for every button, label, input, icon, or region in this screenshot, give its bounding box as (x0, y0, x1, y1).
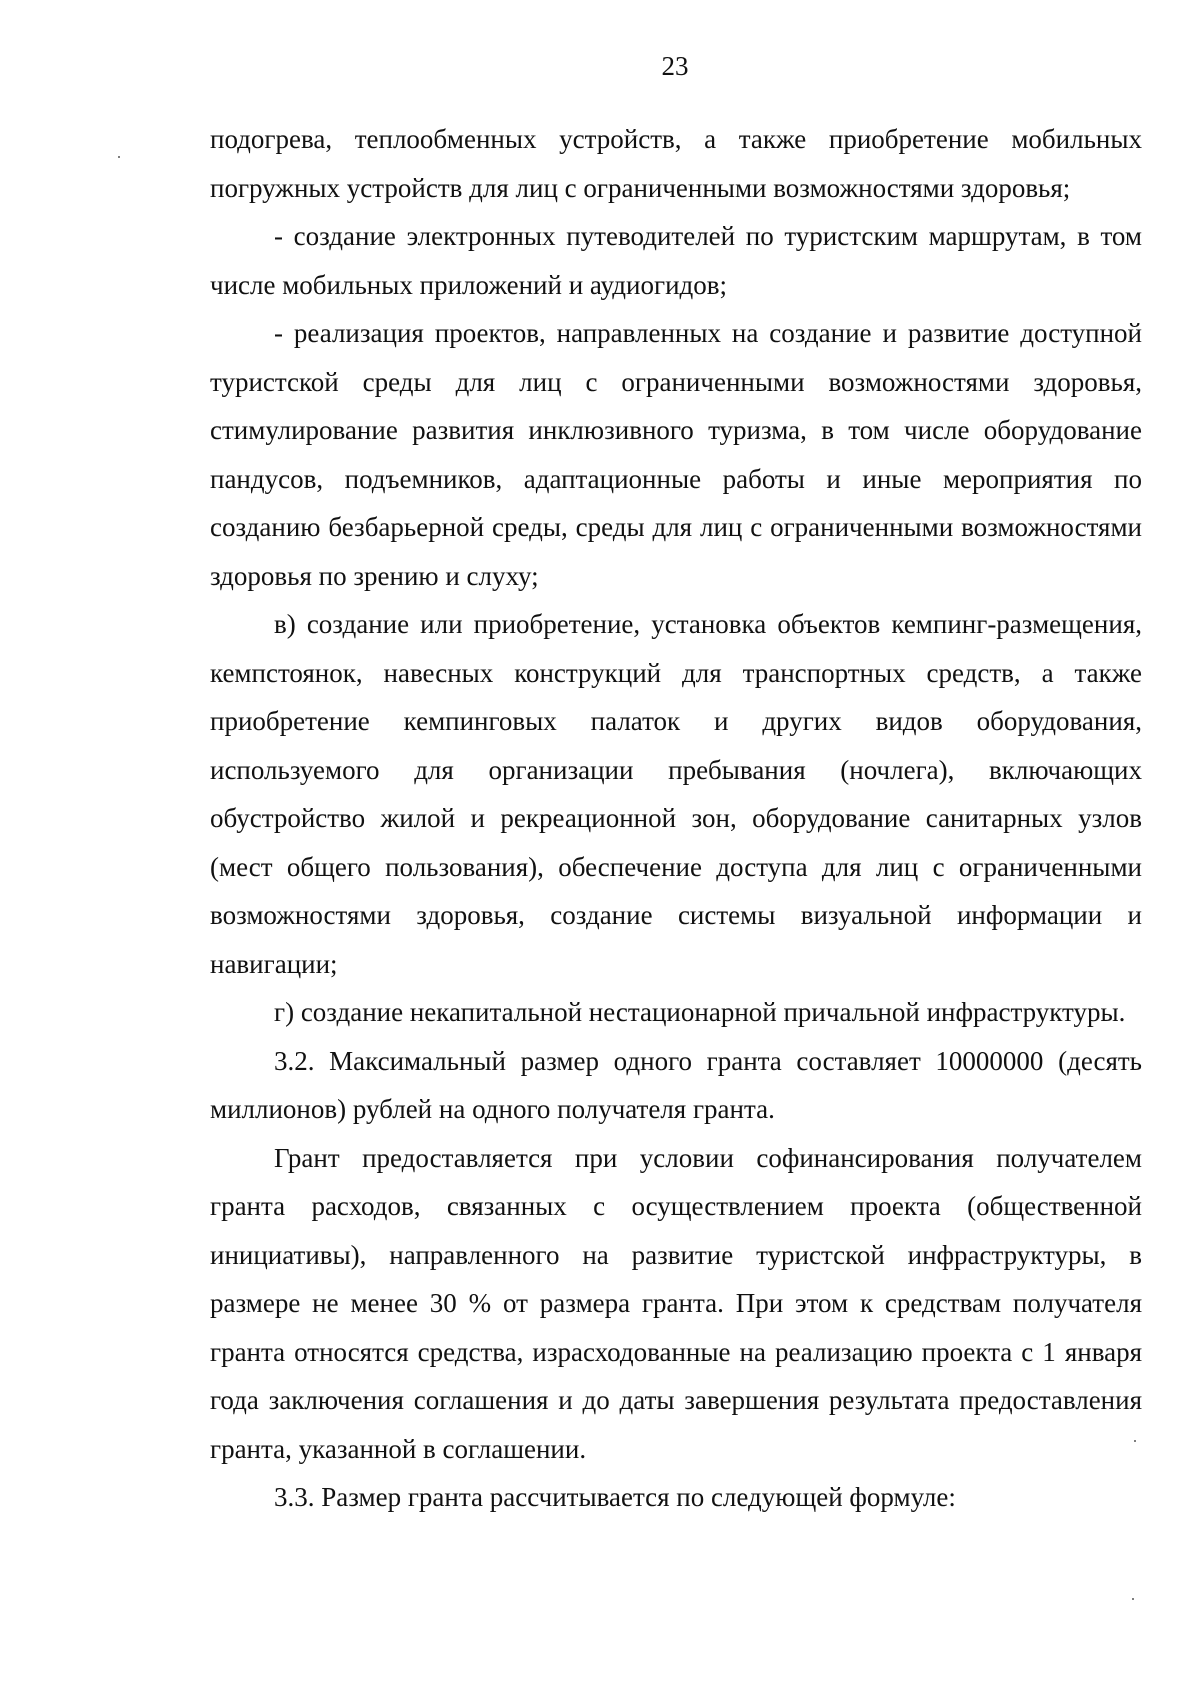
paragraph-mooring-infrastructure: г) создание некапитальной нестационарной причальной инфраструктуры. (274, 997, 1126, 1027)
paragraph-accessible-environment: - реализация проектов, направленных на создание и развитие доступной туристской среды для лиц с ограниченными возможностями здоровья, стимулирование развития инклюзивного туризма, в том числе оборудование пандусов, подъемников, адаптационные работы и иные мероприятия по созданию безбарьерной среды, среды для лиц с ограниченными возможностями здоровья по зрению и слуху; (210, 318, 1142, 591)
paragraph-grant-formula: 3.3. Размер гранта рассчитывается по следующей формуле: (274, 1482, 956, 1512)
paragraph-electronic-guides: - создание электронных путеводителей по туристским маршрутам, в том числе мобильных приложений и аудиогидов; (210, 221, 1142, 300)
page-number: 23 (661, 51, 689, 81)
paragraph-heating-devices: подогрева, теплообменных устройств, а также приобретение мобильных погружных устройств для лиц с ограниченными возможностями здоровья; (210, 124, 1142, 203)
paragraph-camping-facilities: в) создание или приобретение, установка объектов кемпинг-размещения, кемпстоянок, навесных конструкций для транспортных средств, а также приобретение кемпинговых палаток и других видов оборудования, используемого для организации пребывания (ночлега), включающих обустройство жилой и рекреационной зон, оборудование санитарных узлов (мест общего пользования), обеспечение доступа для лиц с ограниченными возможностями здоровья, создание системы визуальной информации и навигации; (210, 609, 1142, 979)
scan-speck (1134, 1440, 1136, 1442)
paragraph-max-grant-size: 3.2. Максимальный размер одного гранта составляет 10000000 (десять миллионов) рублей на одного получателя гранта. (210, 1045, 1142, 1124)
scan-speck (118, 156, 120, 158)
document-body (210, 115, 1142, 1522)
scan-speck (1132, 1598, 1134, 1600)
paragraph-cofinancing: Грант предоставляется при условии софинансирования получателем гранта расходов, связанных с осуществлением проекта (общественной инициативы), направленного на развитие туристской инфраструктуры, в размере не менее 30 % от размера гранта. При этом к средствам получателя гранта относятся средства, израсходованные на реализацию проекта с 1 января года заключения соглашения и до даты завершения результата предоставления гранта, указанной в соглашении. (210, 1142, 1142, 1464)
